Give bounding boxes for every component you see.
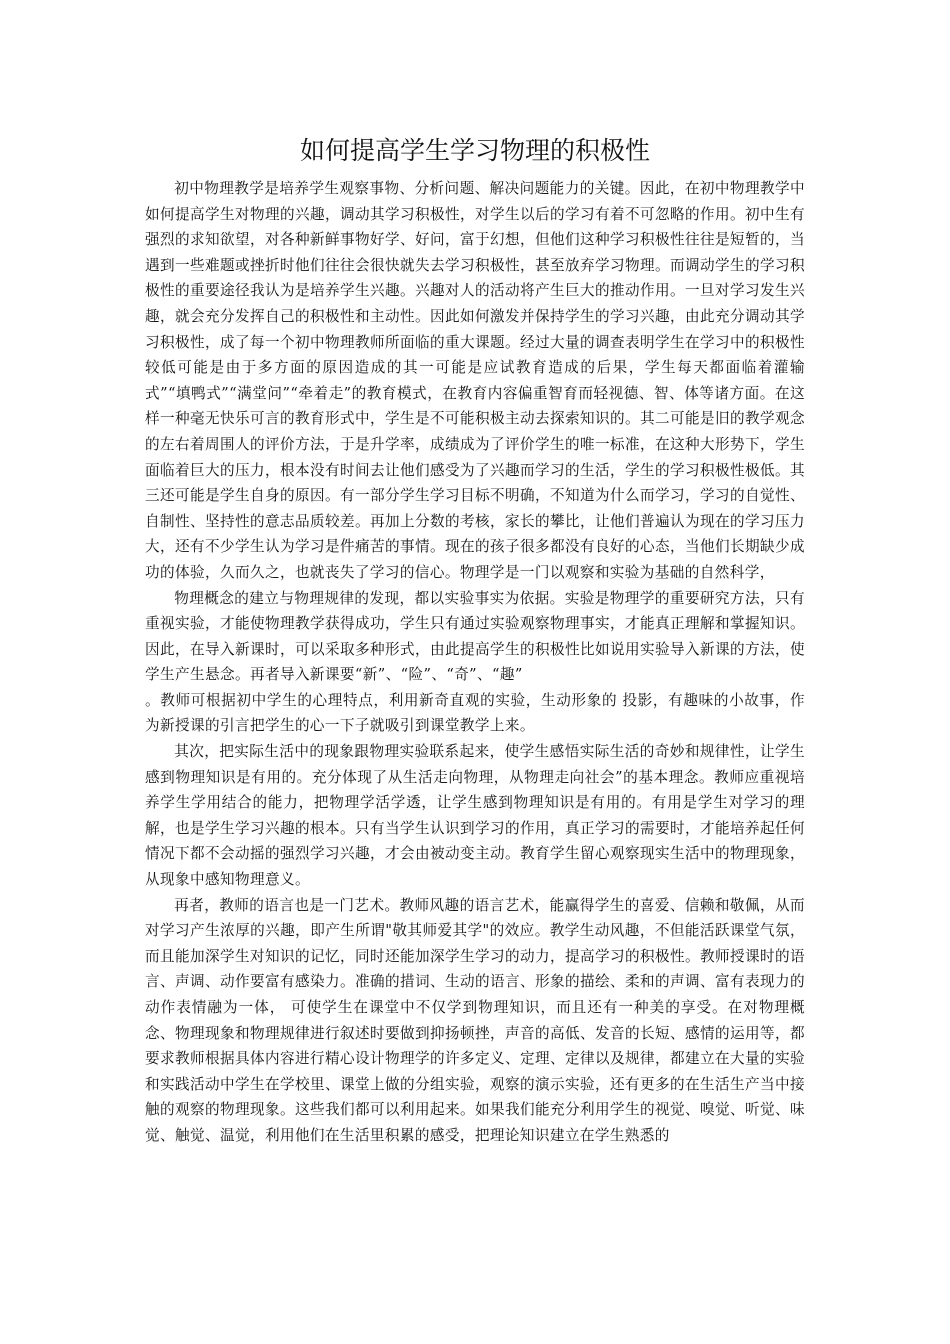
- paragraph-experiment-continued: 。教师可根据初中学生的心理特点，利用新奇直观的实验，生动形象的 投影，有趣味的小故事，作为新授课的引言把学生的心一下子就吸引到课堂教学上来。: [145, 691, 805, 735]
- document-body: [145, 176, 805, 1149]
- paragraph-intro: 初中物理教学是培养学生观察事物、分析问题、解决问题能力的关键。因此，在初中物理教学中如何提高学生对物理的兴趣，调动其学习积极性，对学生以后的学习有着不可忽略的作用。初中生有强烈的求知欲望，对各种新鲜事物好学、好问，富于幻想，但他们这种学习积极性往往是短暂的，当遇到一些难题或挫折时他们往往会很快就失去学习积极性，甚至放弃学习物理。而调动学生的学习积极性的重要途径我认为是培养学生兴趣。兴趣对人的活动将产生巨大的推动作用。一旦对学习发生兴趣，就会充分发挥自己的积极性和主动性。因此如何激发并保持学生的学习兴趣，由此充分调动其学习积极性，成了每一个初中物理教师所面临的重大课题。经过大量的调查表明学生在学习中的积极性较低可能是由于多方面的原因造成的其一可能是应试教育造成的后果，学生每天都面临着灌输式”“填鸭式”“满堂问”“牵着走”的教育模式，在教育内容偏重智育而轻视德、智、体等诸方面。在这样一种毫无快乐可言的教育形式中，学生是不可能积极主动去探索知识的。其二可能是旧的教学观念的左右着周围人的评价方法，于是升学率，成绩成为了评价学生的唯一标准，在这种大形势下，学生面临着巨大的压力，根本没有时间去让他们感受为了兴趣而学习的生活，学生的学习积极性极低。其三还可能是学生自身的原因。有一部分学生学习目标不明确，不知道为什么而学习，学习的自觉性、自制性、坚持性的意志品质较差。再加上分数的考核，家长的攀比，让他们普遍认为现在的学习压力大，还有不少学生认为学习是件痛苦的事情。现在的孩子很多都没有良好的心态，当他们长期缺少成功的体验，久而久之，也就丧失了学习的信心。物理学是一门以观察和实验为基础的自然科学，: [145, 180, 805, 581]
- paragraph-real-life: 其次，把实际生活中的现象跟物理实验联系起来，使学生感悟实际生活的奇妙和规律性，让学生感到物理知识是有用的。充分体现了从生活走向物理，从物理走向社会”的基本理念。教师应重视培养学生学用结合的能力，把物理学活学透，让学生感到物理知识是有用的。有用是学生对学习的理解，也是学生学习兴趣的根本。只有当学生认识到学习的作用，真正学习的需要时，才能培养起任何情况下都不会动摇的强烈学习兴趣，才会由被动变主动。教育学生留心观察现实生活中的物理现象，从现象中感知物理意义。: [145, 743, 805, 889]
- paragraph-experiment: 物理概念的建立与物理规律的发现，都以实验事实为依据。实验是物理学的重要研究方法，只有重视实验，才能使物理教学获得成功，学生只有通过实验观察物理事实，才能真正理解和掌握知识。因此，在导入新课时，可以采取多种形式，由此提高学生的积极性比如说用实验导入新课的方法，使学生产生悬念。再者导入新课要“新”、“险”、“奇”、“趣”: [145, 589, 805, 684]
- paragraph-teacher-language: 再者，教师的语言也是一门艺术。教师风趣的语言艺术，能赢得学生的喜爱、信赖和敬佩，从而对学习产生浓厚的兴趣，即产生所谓"敬其师爱其学"的效应。教学生动风趣，不但能活跃课堂气氛，而且能加深学生对知识的记忆，同时还能加深学生学习的动力，提高学习的积极性。教师授课时的语言、声调、动作要富有感染力。准确的措词、生动的语言、形象的描绘、柔和的声调、富有表现力的动作表情融为一体， 可使学生在课堂中不仅学到物理知识，而且还有一种美的享受。在对物理概念、物理现象和物理规律进行叙述时要做到抑扬顿挫，声音的高低、发音的长短、感情的运用等，都要求教师根据具体内容进行精心设计物理学的许多定义、定理、定律以及规律，都建立在大量的实验和实践活动中学生在学校里、课堂上做的分组实验，观察的演示实验，还有更多的在生活生产当中接触的观察的物理现象。这些我们都可以利用起来。如果我们能充分利用学生的视觉、嗅觉、听觉、味觉、触觉、温觉，利用他们在生活里积累的感受，把理论知识建立在学生熟悉的: [145, 896, 805, 1144]
- document-title: 如何提高学生学习物理的积极性: [299, 136, 650, 165]
